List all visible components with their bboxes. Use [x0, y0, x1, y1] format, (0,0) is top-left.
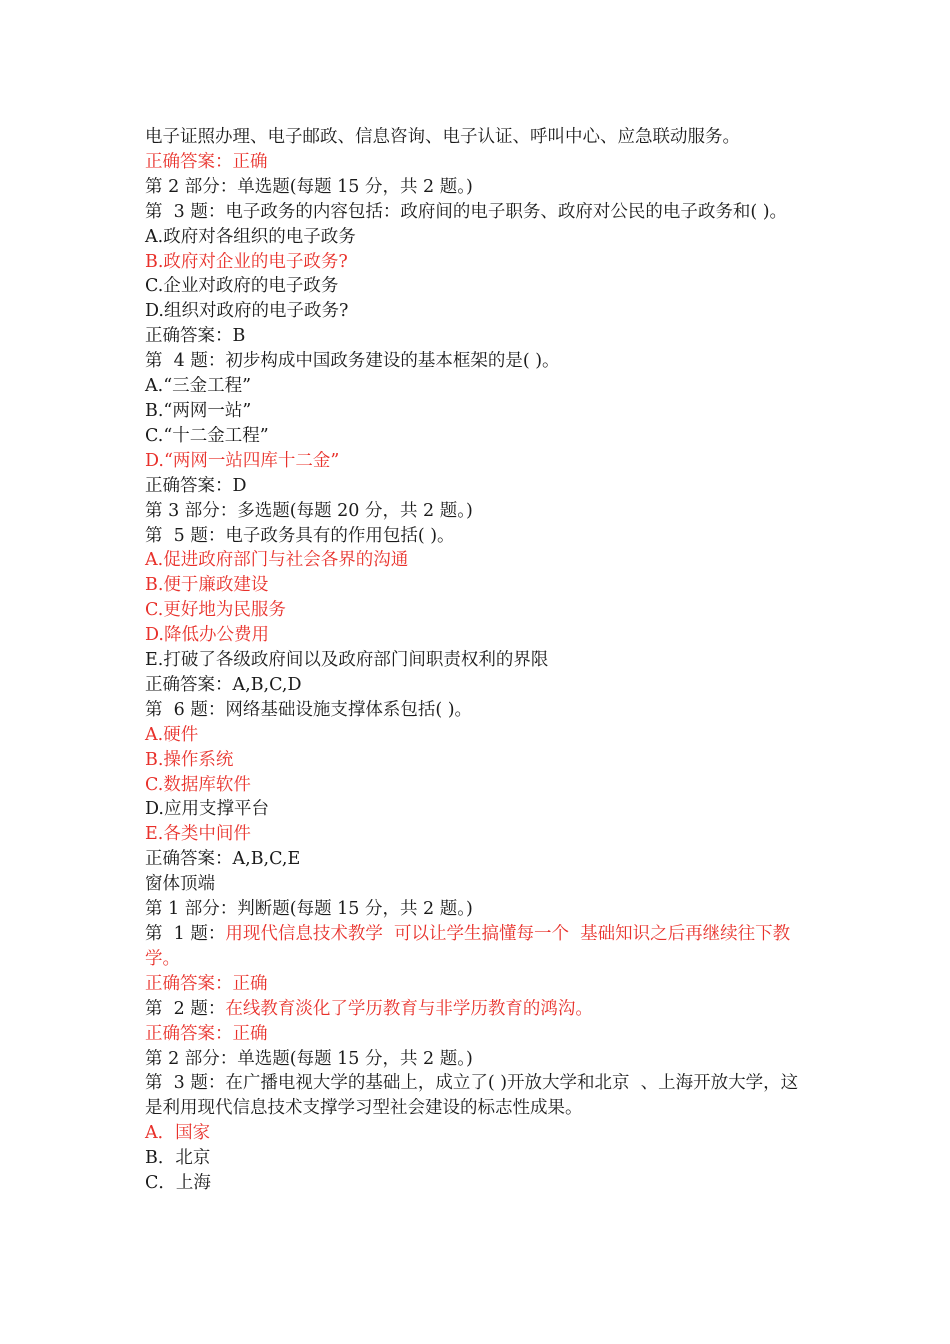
text-line — [145, 399, 810, 424]
highlighted-text: 正确答案：正确 — [145, 151, 268, 172]
line-text: 第 6 题：网络基础设施支撑体系包括( )。 — [145, 699, 473, 720]
highlighted-text: 在线教育淡化了学历教育与非学历教育的鸿沟。 — [225, 998, 593, 1019]
document-page — [145, 125, 810, 1196]
text-line — [145, 922, 810, 972]
text-line — [145, 797, 810, 822]
highlighted-text: 正确答案：正确 — [145, 1023, 268, 1044]
text-line — [145, 897, 810, 922]
text-line — [145, 125, 810, 150]
text-line — [145, 274, 810, 299]
line-text: C.企业对政府的电子政务 — [145, 276, 339, 297]
question-prefix: 第 2 题： — [145, 998, 226, 1019]
text-line — [145, 474, 810, 499]
line-text: B.“两网一站” — [145, 400, 252, 421]
line-text: 第 2 部分：单选题(每题 15 分，共 2 题。) — [145, 176, 473, 197]
text-line — [145, 250, 810, 275]
text-line — [145, 150, 810, 175]
highlighted-text: 用现代信息技术教学 可以让学生搞懂每一个 基础知识之后再继续往下教学。 — [145, 924, 791, 969]
highlighted-text: B.操作系统 — [145, 749, 234, 770]
line-text: 第 1 部分：判断题(每题 15 分，共 2 题。) — [145, 899, 473, 920]
text-line — [145, 200, 810, 225]
text-line — [145, 648, 810, 673]
text-line — [145, 1022, 810, 1047]
line-text: C．上海 — [145, 1173, 211, 1194]
highlighted-text: A.硬件 — [145, 724, 199, 745]
highlighted-text: D.“两网一站四库十二金” — [145, 450, 340, 471]
line-text: 第 4 题：初步构成中国政务建设的基本框架的是( )。 — [145, 351, 560, 372]
highlighted-text: B.政府对企业的电子政务? — [145, 251, 348, 272]
text-line — [145, 822, 810, 847]
text-line — [145, 847, 810, 872]
line-text: 电子证照办理、电子邮政、信息咨询、电子认证、呼叫中心、应急联动服务。 — [145, 127, 740, 147]
highlighted-text: A.促进政府部门与社会各界的沟通 — [145, 550, 409, 571]
line-text: D.应用支撑平台 — [145, 799, 269, 820]
highlighted-text: D.降低办公费用 — [145, 625, 269, 646]
line-text: 窗体顶端 — [145, 874, 215, 895]
line-text: 正确答案：A,B,C,D — [145, 674, 302, 695]
highlighted-text: B.便于廉政建设 — [145, 575, 269, 596]
text-line — [145, 548, 810, 573]
line-text: 第 5 题：电子政务具有的作用包括( )。 — [145, 525, 455, 546]
line-text: 第 3 题：在广播电视大学的基础上，成立了( )开放大学和北京 、上海开放大学，这是利用现代信息技术支撑学习型社会建设的标志性成果。 — [145, 1073, 799, 1119]
text-line — [145, 748, 810, 773]
text-line — [145, 1071, 810, 1121]
line-text: 正确答案：B — [145, 326, 246, 347]
line-text: 正确答案：D — [145, 475, 247, 496]
highlighted-text: E.各类中间件 — [145, 824, 251, 845]
text-line — [145, 175, 810, 200]
highlighted-text: C.数据库软件 — [145, 774, 251, 795]
question-prefix: 第 1 题： — [145, 924, 226, 944]
text-line — [145, 997, 810, 1022]
line-text: E.打破了各级政府间以及政府部门间职责权利的界限 — [145, 650, 549, 671]
text-line — [145, 673, 810, 698]
line-text: 第 2 部分：单选题(每题 15 分，共 2 题。) — [145, 1048, 473, 1069]
text-line — [145, 773, 810, 798]
line-text: 正确答案：A,B,C,E — [145, 849, 301, 870]
text-line — [145, 424, 810, 449]
highlighted-text: A．国家 — [145, 1123, 211, 1144]
text-line — [145, 299, 810, 324]
line-text: C.“十二金工程” — [145, 425, 269, 446]
highlighted-text: C.更好地为民服务 — [145, 600, 286, 621]
text-line — [145, 623, 810, 648]
text-line — [145, 972, 810, 997]
text-line — [145, 872, 810, 897]
text-line — [145, 598, 810, 623]
text-line — [145, 1171, 810, 1196]
text-line — [145, 449, 810, 474]
text-line — [145, 1047, 810, 1072]
line-text: A.政府对各组织的电子政务 — [145, 226, 356, 247]
text-line — [145, 1121, 810, 1146]
highlighted-text: 正确答案：正确 — [145, 973, 268, 994]
text-line — [145, 723, 810, 748]
line-text: B．北京 — [145, 1148, 211, 1169]
text-line — [145, 324, 810, 349]
text-line — [145, 698, 810, 723]
text-line — [145, 573, 810, 598]
text-line — [145, 374, 810, 399]
text-line — [145, 499, 810, 524]
text-line — [145, 225, 810, 250]
line-text: D.组织对政府的电子政务? — [145, 301, 349, 322]
text-line — [145, 524, 810, 549]
text-line — [145, 1146, 810, 1171]
line-text: 第 3 题：电子政务的内容包括：政府间的电子职务、政府对公民的电子政务和( )。 — [145, 201, 788, 222]
line-text: A.“三金工程” — [145, 376, 252, 397]
text-line — [145, 349, 810, 374]
line-text: 第 3 部分：多选题(每题 20 分，共 2 题。) — [145, 500, 473, 521]
